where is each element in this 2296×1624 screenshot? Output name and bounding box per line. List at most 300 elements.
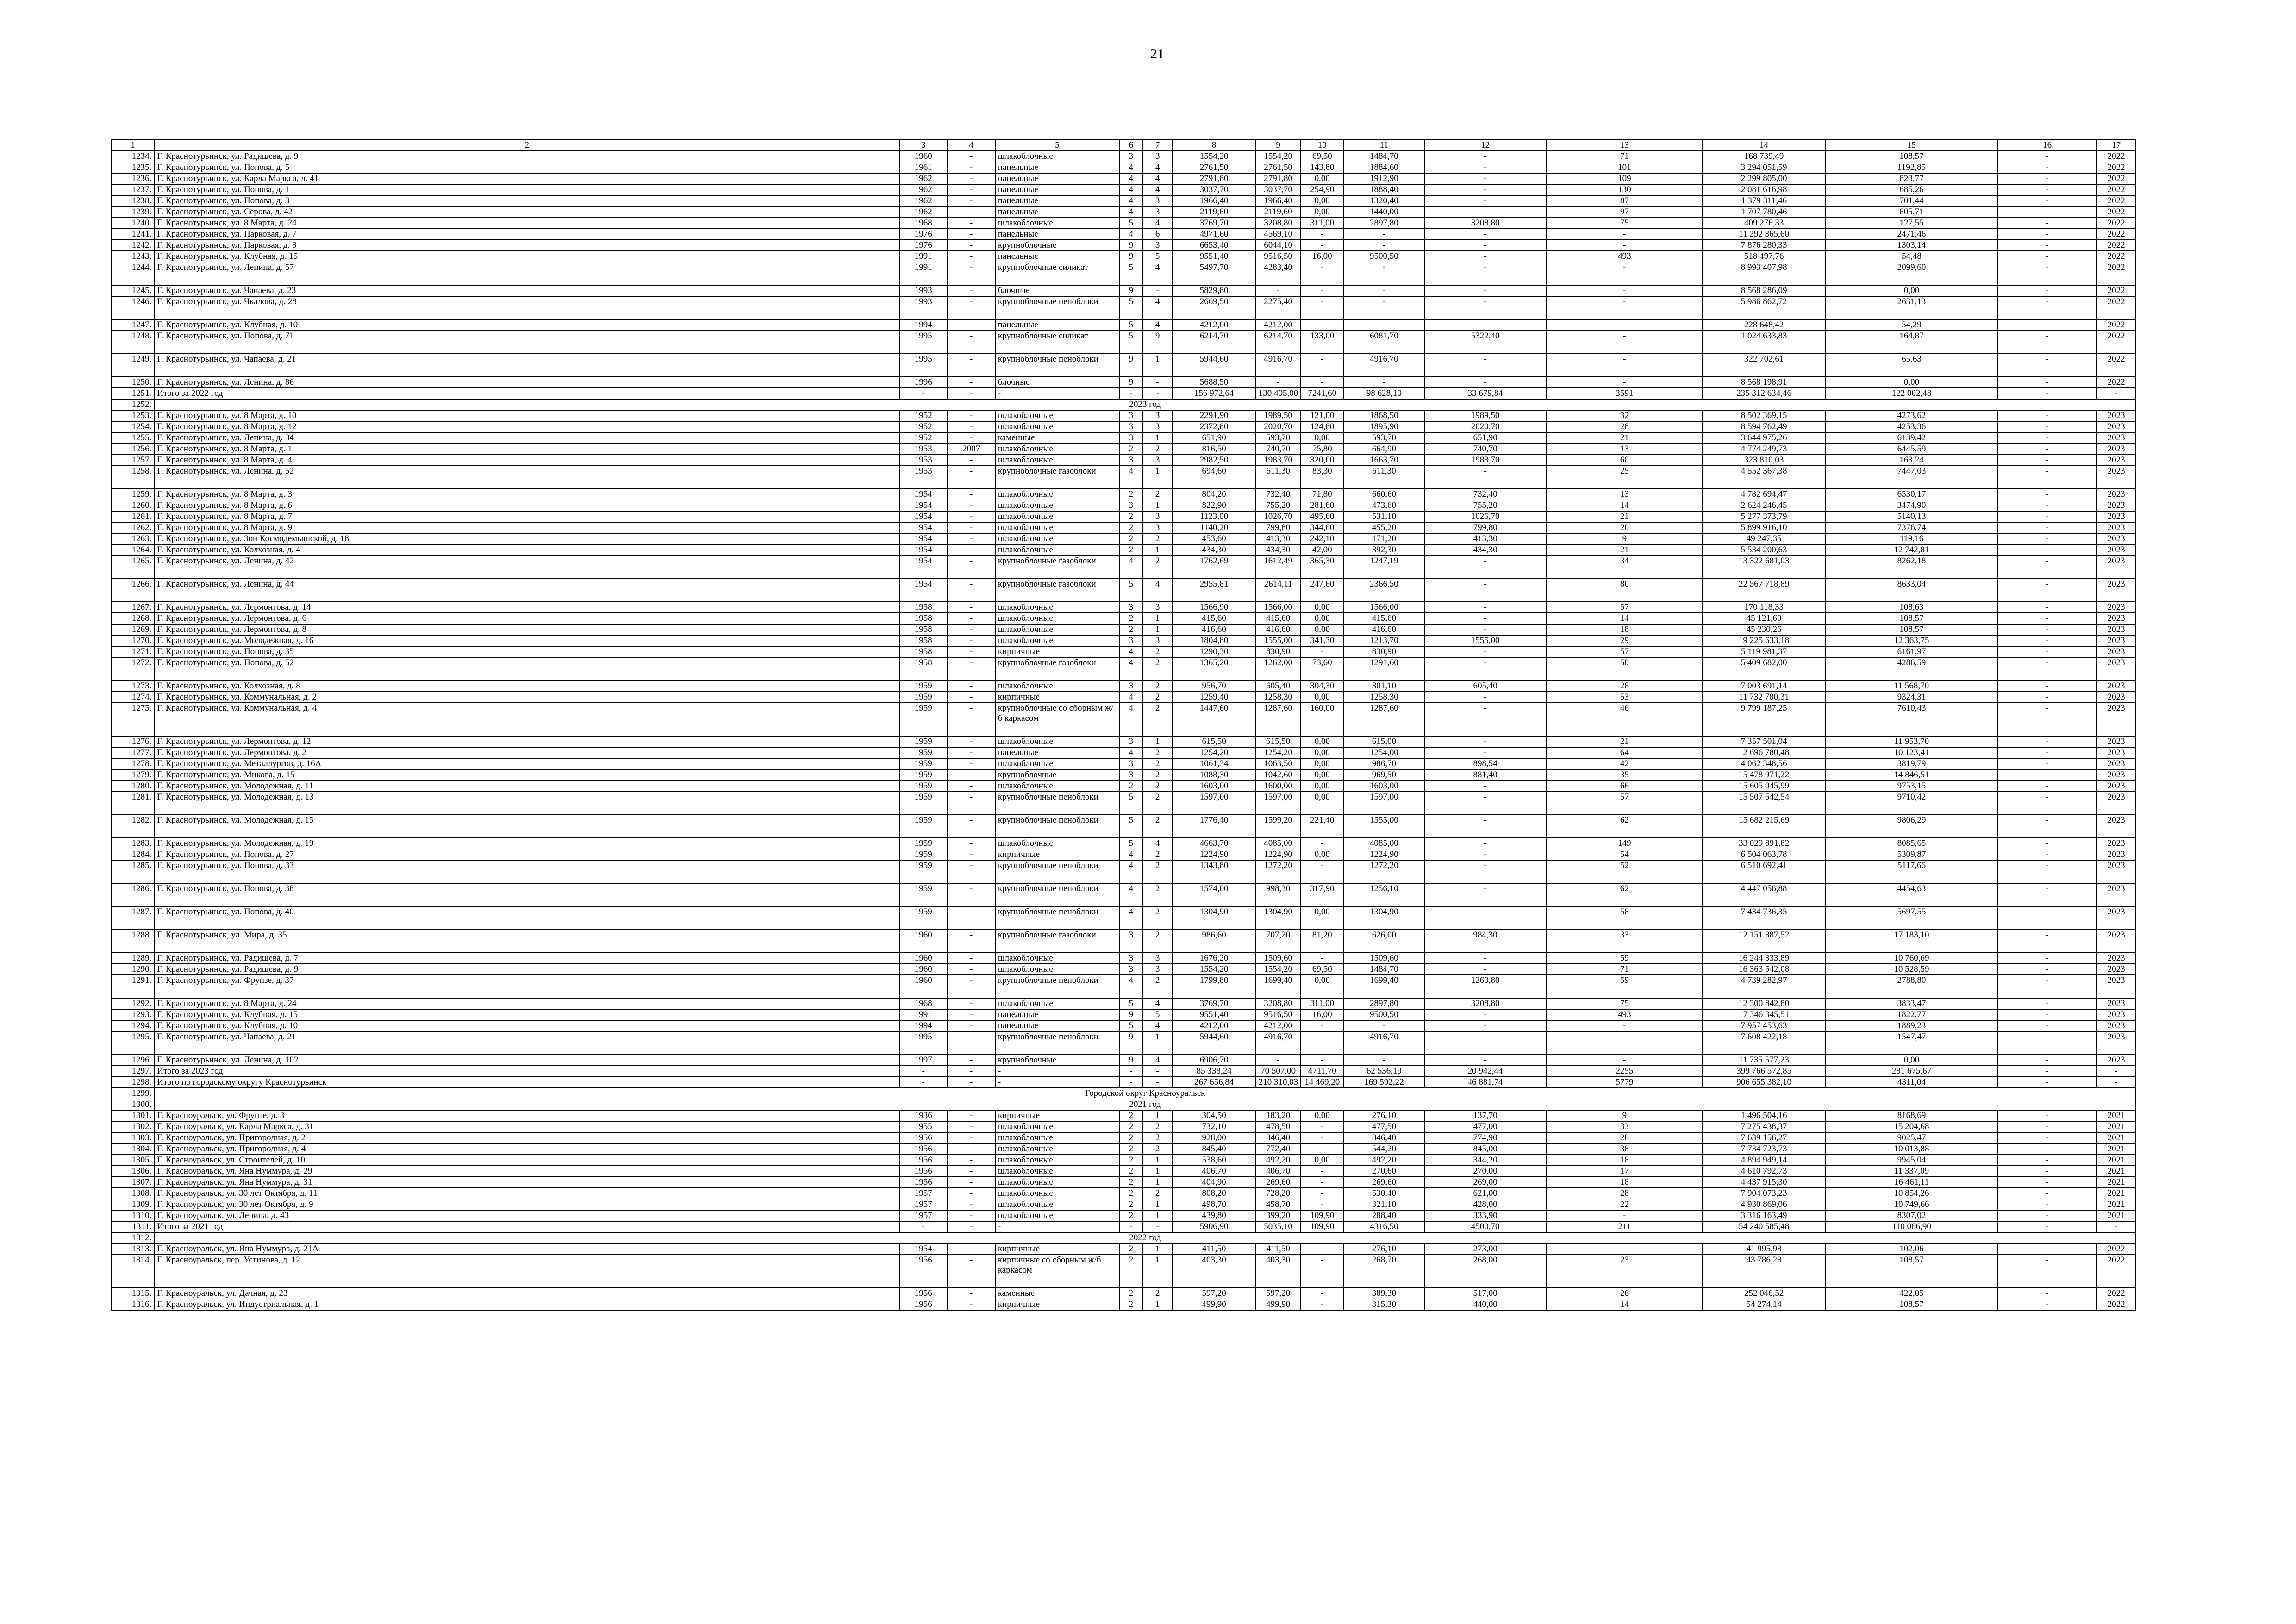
- value-cell: 5: [1119, 262, 1143, 285]
- value-cell: 2119,60: [1256, 206, 1301, 218]
- value-cell: 1762,69: [1172, 556, 1255, 579]
- value-cell: 170 118,33: [1703, 602, 1825, 613]
- row-number: 1273.: [112, 681, 154, 692]
- row-number: 1258.: [112, 466, 154, 489]
- value-cell: -: [1998, 173, 2096, 184]
- value-cell: 4 610 792,73: [1703, 1166, 1825, 1177]
- value-cell: 8 594 762,49: [1703, 421, 1825, 432]
- table-row: [112, 624, 2136, 635]
- value-cell: 108,57: [1825, 1255, 1998, 1288]
- value-cell: -: [1119, 1066, 1143, 1077]
- value-cell: 2: [1143, 556, 1173, 579]
- value-cell: 221,40: [1301, 815, 1344, 838]
- value-cell: 1: [1143, 1255, 1173, 1288]
- value-cell: 495,60: [1301, 511, 1344, 522]
- wall-material-cell: шлакоблочные: [995, 1177, 1119, 1188]
- value-cell: -: [947, 1110, 995, 1121]
- address-cell: Г. Краснотурьинск, ул. 8 Марта, д. 9: [154, 522, 899, 533]
- row-number: 1305.: [112, 1155, 154, 1166]
- value-cell: 0,00: [1301, 849, 1344, 860]
- value-cell: 9: [1119, 285, 1143, 296]
- value-cell: 59: [1547, 953, 1703, 964]
- wall-material-cell: шлакоблочные: [995, 533, 1119, 544]
- address-cell: Г. Красноуральск, пер. Устинова, д. 12: [154, 1255, 899, 1288]
- value-cell: -: [1301, 1132, 1344, 1143]
- value-cell: -: [1998, 602, 2096, 613]
- value-cell: 4: [1143, 162, 1173, 173]
- value-cell: 2 624 246,45: [1703, 500, 1825, 511]
- value-cell: 1993: [899, 296, 947, 319]
- value-cell: 54 274,14: [1703, 1299, 1825, 1310]
- value-cell: 4 447 056,88: [1703, 883, 1825, 906]
- value-cell: 42,00: [1301, 544, 1344, 556]
- value-cell: 898,54: [1424, 758, 1547, 769]
- table-row: [112, 769, 2136, 781]
- address-cell: Г. Краснотурьинск, ул. Попова, д. 35: [154, 646, 899, 657]
- value-cell: 1676,20: [1172, 953, 1255, 964]
- value-cell: -: [947, 1066, 995, 1077]
- wall-material-cell: кирпичные со сборным ж/б каркасом: [995, 1255, 1119, 1288]
- value-cell: -: [947, 410, 995, 421]
- value-cell: 228 648,42: [1703, 319, 1825, 331]
- value-cell: 1: [1143, 736, 1173, 747]
- value-cell: 163,24: [1825, 455, 1998, 466]
- value-cell: 830,90: [1344, 646, 1424, 657]
- value-cell: -: [947, 1255, 995, 1288]
- value-cell: 403,30: [1256, 1255, 1301, 1288]
- value-cell: 439,80: [1172, 1210, 1255, 1221]
- value-cell: -: [947, 421, 995, 432]
- value-cell: 110 066,90: [1825, 1221, 1998, 1232]
- value-cell: 6214,70: [1256, 331, 1301, 354]
- value-cell: 4273,62: [1825, 410, 1998, 421]
- wall-material-cell: шлакоблочные: [995, 681, 1119, 692]
- value-cell: 0,00: [1301, 692, 1344, 703]
- row-number: 1240.: [112, 218, 154, 229]
- value-cell: 881,40: [1424, 769, 1547, 781]
- address-cell: Итого за 2022 год: [154, 388, 899, 399]
- value-cell: 2761,50: [1256, 162, 1301, 173]
- value-cell: 626,00: [1344, 930, 1424, 953]
- value-cell: 29: [1547, 635, 1703, 646]
- value-cell: -: [1424, 184, 1547, 195]
- value-cell: 4663,70: [1172, 838, 1255, 849]
- value-cell: 2023: [2096, 613, 2136, 624]
- value-cell: 597,20: [1172, 1288, 1255, 1299]
- value-cell: 2022: [2096, 354, 2136, 377]
- value-cell: 478,50: [1256, 1121, 1301, 1132]
- address-cell: Г. Краснотурьинск, ул. Молодежная, д. 15: [154, 815, 899, 838]
- address-cell: Г. Краснотурьинск, ул. Попова, д. 33: [154, 860, 899, 883]
- value-cell: 1304,90: [1256, 906, 1301, 930]
- value-cell: 1997: [899, 1055, 947, 1066]
- address-cell: Г. Краснотурьинск, ул. Коммунальная, д. 2: [154, 692, 899, 703]
- value-cell: 317,90: [1301, 883, 1344, 906]
- value-cell: 1574,00: [1172, 883, 1255, 906]
- value-cell: 1956: [899, 1299, 947, 1310]
- value-cell: 4 739 282,97: [1703, 975, 1825, 998]
- value-cell: 269,60: [1256, 1177, 1301, 1188]
- value-cell: 6530,17: [1825, 489, 1998, 500]
- value-cell: -: [947, 195, 995, 206]
- value-cell: 8633,04: [1825, 579, 1998, 602]
- value-cell: 4085,00: [1344, 838, 1424, 849]
- value-cell: -: [1143, 1221, 1173, 1232]
- table-row: [112, 354, 2136, 377]
- value-cell: 149: [1547, 838, 1703, 849]
- value-cell: -: [1998, 354, 2096, 377]
- value-cell: 1959: [899, 849, 947, 860]
- value-cell: 416,60: [1344, 624, 1424, 635]
- value-cell: 3208,80: [1424, 218, 1547, 229]
- value-cell: 605,40: [1256, 681, 1301, 692]
- value-cell: -: [1998, 1155, 2096, 1166]
- table-row: [112, 1132, 2136, 1143]
- row-number: 1313.: [112, 1243, 154, 1255]
- wall-material-cell: панельные: [995, 319, 1119, 331]
- value-cell: 71,80: [1301, 489, 1344, 500]
- wall-material-cell: шлакоблочные: [995, 151, 1119, 162]
- value-cell: 9500,50: [1344, 251, 1424, 262]
- value-cell: 392,30: [1344, 544, 1424, 556]
- value-cell: 1272,20: [1256, 860, 1301, 883]
- value-cell: -: [1998, 1299, 2096, 1310]
- value-cell: 1954: [899, 489, 947, 500]
- value-cell: 455,20: [1344, 522, 1424, 533]
- value-cell: 3208,80: [1256, 218, 1301, 229]
- value-cell: 1936: [899, 1110, 947, 1121]
- value-cell: 1959: [899, 747, 947, 758]
- value-cell: -: [1301, 354, 1344, 377]
- value-cell: 2: [1119, 1155, 1143, 1166]
- value-cell: -: [1998, 151, 2096, 162]
- header-cell: 17: [2096, 140, 2136, 151]
- value-cell: -: [1998, 1199, 2096, 1210]
- value-cell: 5: [1119, 579, 1143, 602]
- table-row: [112, 522, 2136, 533]
- value-cell: 5: [1119, 319, 1143, 331]
- value-cell: 119,16: [1825, 533, 1998, 544]
- row-number: 1282.: [112, 815, 154, 838]
- value-cell: 1123,00: [1172, 511, 1255, 522]
- value-cell: -: [1424, 206, 1547, 218]
- value-cell: 211: [1547, 1221, 1703, 1232]
- value-cell: 16 461,11: [1825, 1177, 1998, 1188]
- value-cell: 14: [1547, 500, 1703, 511]
- value-cell: 1291,60: [1344, 657, 1424, 681]
- table-row: [112, 556, 2136, 579]
- value-cell: 2023: [2096, 489, 2136, 500]
- value-cell: 1955: [899, 1121, 947, 1132]
- address-cell: Г. Краснотурьинск, ул. Микова, д. 15: [154, 769, 899, 781]
- value-cell: 10 854,26: [1825, 1188, 1998, 1199]
- address-cell: Г. Краснотурьинск, ул. Молодежная, д. 19: [154, 838, 899, 849]
- value-cell: 728,20: [1256, 1188, 1301, 1199]
- value-cell: 9 799 187,25: [1703, 703, 1825, 736]
- row-number: 1259.: [112, 489, 154, 500]
- table-row: [112, 613, 2136, 624]
- table-row: [112, 410, 2136, 421]
- value-cell: 1968: [899, 998, 947, 1009]
- value-cell: 168 739,49: [1703, 151, 1825, 162]
- value-cell: 2022: [2096, 377, 2136, 388]
- value-cell: 3037,70: [1256, 184, 1301, 195]
- row-number: 1306.: [112, 1166, 154, 1177]
- row-number: 1244.: [112, 262, 154, 285]
- value-cell: 9: [1119, 251, 1143, 262]
- value-cell: 11 953,70: [1825, 736, 1998, 747]
- value-cell: 1799,80: [1172, 975, 1255, 998]
- value-cell: 4: [1119, 849, 1143, 860]
- value-cell: 97: [1547, 206, 1703, 218]
- value-cell: 1956: [899, 1288, 947, 1299]
- value-cell: 4: [1143, 173, 1173, 184]
- value-cell: 413,30: [1424, 533, 1547, 544]
- row-number: 1266.: [112, 579, 154, 602]
- value-cell: -: [947, 319, 995, 331]
- address-cell: Г. Краснотурьинск, ул. Ленина, д. 57: [154, 262, 899, 285]
- value-cell: 2372,80: [1172, 421, 1255, 432]
- value-cell: 254,90: [1301, 184, 1344, 195]
- value-cell: -: [1998, 1110, 2096, 1121]
- row-number: 1277.: [112, 747, 154, 758]
- value-cell: 3: [1143, 240, 1173, 251]
- value-cell: 41 995,98: [1703, 1243, 1825, 1255]
- value-cell: 1991: [899, 262, 947, 285]
- value-cell: 3769,70: [1172, 218, 1255, 229]
- value-cell: -: [1998, 262, 2096, 285]
- value-cell: 1554,20: [1256, 151, 1301, 162]
- value-cell: 415,60: [1344, 613, 1424, 624]
- value-cell: 2023: [2096, 930, 2136, 953]
- value-cell: 20 942,44: [1424, 1066, 1547, 1077]
- value-cell: 1484,70: [1344, 151, 1424, 162]
- value-cell: 17: [1547, 1166, 1703, 1177]
- value-cell: 2023: [2096, 410, 2136, 421]
- value-cell: 2: [1143, 758, 1173, 769]
- value-cell: 5 409 682,00: [1703, 657, 1825, 681]
- value-cell: 1555,00: [1424, 635, 1547, 646]
- address-cell: Итого за 2023 год: [154, 1066, 899, 1077]
- value-cell: -: [947, 296, 995, 319]
- table-row: [112, 849, 2136, 860]
- value-cell: -: [947, 251, 995, 262]
- row-number: 1283.: [112, 838, 154, 849]
- value-cell: 22 567 718,89: [1703, 579, 1825, 602]
- value-cell: 4: [1119, 162, 1143, 173]
- value-cell: -: [947, 1210, 995, 1221]
- address-cell: Г. Красноуральск, ул. Фрунзе, д. 3: [154, 1110, 899, 1121]
- value-cell: 822,90: [1172, 500, 1255, 511]
- row-number: 1311.: [112, 1221, 154, 1232]
- value-cell: 13: [1547, 489, 1703, 500]
- value-cell: -: [1424, 692, 1547, 703]
- value-cell: -: [1424, 173, 1547, 184]
- value-cell: 1959: [899, 860, 947, 883]
- value-cell: 75: [1547, 218, 1703, 229]
- value-cell: 2023: [2096, 500, 2136, 511]
- value-cell: 1026,70: [1256, 511, 1301, 522]
- value-cell: -: [1424, 964, 1547, 975]
- value-cell: -: [899, 1221, 947, 1232]
- value-cell: 6 504 063,78: [1703, 849, 1825, 860]
- wall-material-cell: -: [995, 1066, 1119, 1077]
- wall-material-cell: каменные: [995, 1288, 1119, 1299]
- value-cell: 16 244 333,89: [1703, 953, 1825, 964]
- table-row: [112, 296, 2136, 319]
- value-cell: 2023: [2096, 769, 2136, 781]
- value-cell: 1: [1143, 466, 1173, 489]
- value-cell: 3 644 975,26: [1703, 432, 1825, 443]
- value-cell: -: [1998, 1143, 2096, 1155]
- value-cell: 755,20: [1424, 500, 1547, 511]
- value-cell: 4 782 694,47: [1703, 489, 1825, 500]
- wall-material-cell: шлакоблочные: [995, 736, 1119, 747]
- value-cell: -: [947, 173, 995, 184]
- value-cell: 1960: [899, 975, 947, 998]
- value-cell: 4: [1143, 262, 1173, 285]
- value-cell: 1256,10: [1344, 883, 1424, 906]
- value-cell: -: [1547, 229, 1703, 240]
- value-cell: 2020,70: [1424, 421, 1547, 432]
- table-row: [112, 1099, 2136, 1110]
- value-cell: 268,00: [1424, 1255, 1547, 1288]
- table-row: [112, 184, 2136, 195]
- value-cell: -: [1998, 184, 2096, 195]
- value-cell: 2023: [2096, 906, 2136, 930]
- address-cell: Г. Краснотурьинск, ул. Ленина, д. 42: [154, 556, 899, 579]
- wall-material-cell: шлакоблочные: [995, 998, 1119, 1009]
- value-cell: -: [1998, 319, 2096, 331]
- value-cell: 1966,40: [1172, 195, 1255, 206]
- address-cell: Г. Краснотурьинск, ул. Ленина, д. 44: [154, 579, 899, 602]
- wall-material-cell: панельные: [995, 229, 1119, 240]
- table-row: [112, 455, 2136, 466]
- value-cell: 252 046,52: [1703, 1288, 1825, 1299]
- value-cell: 611,30: [1344, 466, 1424, 489]
- value-cell: 411,50: [1172, 1243, 1255, 1255]
- value-cell: 2023: [2096, 624, 2136, 635]
- value-cell: 8 568 286,09: [1703, 285, 1825, 296]
- value-cell: 1958: [899, 602, 947, 613]
- value-cell: 9: [1119, 1055, 1143, 1066]
- value-cell: 2023: [2096, 657, 2136, 681]
- value-cell: -: [2096, 1221, 2136, 1232]
- value-cell: 1597,00: [1256, 792, 1301, 815]
- address-cell: Г. Красноуральск, ул. Строителей, д. 10: [154, 1155, 899, 1166]
- value-cell: 845,00: [1424, 1143, 1547, 1155]
- value-cell: -: [947, 511, 995, 522]
- value-cell: 21: [1547, 511, 1703, 522]
- value-cell: 108,63: [1825, 602, 1998, 613]
- value-cell: 3: [1143, 964, 1173, 975]
- value-cell: 270,00: [1424, 1166, 1547, 1177]
- value-cell: 1960: [899, 930, 947, 953]
- value-cell: 1993: [899, 285, 947, 296]
- value-cell: 530,40: [1344, 1188, 1424, 1199]
- value-cell: 344,20: [1424, 1155, 1547, 1166]
- address-cell: Г. Краснотурьинск, ул. Ленина, д. 102: [154, 1055, 899, 1066]
- value-cell: 7376,74: [1825, 522, 1998, 533]
- value-cell: 4286,59: [1825, 657, 1998, 681]
- value-cell: 1995: [899, 331, 947, 354]
- value-cell: 127,55: [1825, 218, 1998, 229]
- value-cell: -: [947, 262, 995, 285]
- table-row: [112, 319, 2136, 331]
- value-cell: 434,30: [1256, 544, 1301, 556]
- value-cell: -: [947, 151, 995, 162]
- value-cell: 2: [1119, 489, 1143, 500]
- value-cell: -: [1998, 781, 2096, 792]
- value-cell: 7 904 073,23: [1703, 1188, 1825, 1199]
- row-number: 1252.: [112, 399, 154, 410]
- value-cell: 14 469,20: [1301, 1077, 1344, 1088]
- value-cell: 1320,40: [1344, 195, 1424, 206]
- value-cell: 3: [1143, 522, 1173, 533]
- value-cell: 621,00: [1424, 1188, 1547, 1199]
- value-cell: 1983,70: [1424, 455, 1547, 466]
- value-cell: 694,60: [1172, 466, 1255, 489]
- value-cell: 270,60: [1344, 1166, 1424, 1177]
- value-cell: 0,00: [1301, 906, 1344, 930]
- wall-material-cell: кирпичные: [995, 1243, 1119, 1255]
- address-cell: Г. Краснотурьинск, ул. Молодежная, д. 13: [154, 792, 899, 815]
- value-cell: 1440,00: [1344, 206, 1424, 218]
- value-cell: 109,90: [1301, 1221, 1344, 1232]
- value-cell: 62 536,19: [1344, 1066, 1424, 1077]
- value-cell: 4 930 869,06: [1703, 1199, 1825, 1210]
- value-cell: 1224,90: [1256, 849, 1301, 860]
- value-cell: -: [947, 377, 995, 388]
- value-cell: 1: [1143, 1199, 1173, 1210]
- value-cell: 4: [1119, 184, 1143, 195]
- value-cell: 1959: [899, 792, 947, 815]
- wall-material-cell: кирпичные: [995, 692, 1119, 703]
- value-cell: 2023: [2096, 838, 2136, 849]
- value-cell: 4316,50: [1344, 1221, 1424, 1232]
- value-cell: 2: [1119, 544, 1143, 556]
- value-cell: -: [1547, 1055, 1703, 1066]
- value-cell: 5 277 373,79: [1703, 511, 1825, 522]
- value-cell: 344,60: [1301, 522, 1344, 533]
- value-cell: 440,00: [1424, 1299, 1547, 1310]
- value-cell: 38: [1547, 1143, 1703, 1155]
- value-cell: 1983,70: [1256, 455, 1301, 466]
- table-row: [112, 602, 2136, 613]
- wall-material-cell: шлакоблочные: [995, 455, 1119, 466]
- value-cell: 121,00: [1301, 410, 1344, 421]
- value-cell: 3: [1119, 151, 1143, 162]
- value-cell: 5035,10: [1256, 1221, 1301, 1232]
- value-cell: -: [947, 998, 995, 1009]
- value-cell: 615,50: [1172, 736, 1255, 747]
- value-cell: -: [1424, 815, 1547, 838]
- value-cell: 12 363,75: [1825, 635, 1998, 646]
- value-cell: 1966,40: [1256, 195, 1301, 206]
- value-cell: -: [1143, 1077, 1173, 1088]
- header-cell: 6: [1119, 140, 1143, 151]
- value-cell: 1254,20: [1172, 747, 1255, 758]
- value-cell: -: [1998, 838, 2096, 849]
- value-cell: 4: [1119, 692, 1143, 703]
- address-cell: Г. Краснотурьинск, ул. 8 Марта, д. 1: [154, 443, 899, 455]
- value-cell: 1976: [899, 229, 947, 240]
- value-cell: 2: [1119, 1177, 1143, 1188]
- value-cell: 1958: [899, 613, 947, 624]
- value-cell: -: [1998, 758, 2096, 769]
- address-cell: Г. Краснотурьинск, ул. 8 Марта, д. 24: [154, 998, 899, 1009]
- value-cell: 3: [1119, 953, 1143, 964]
